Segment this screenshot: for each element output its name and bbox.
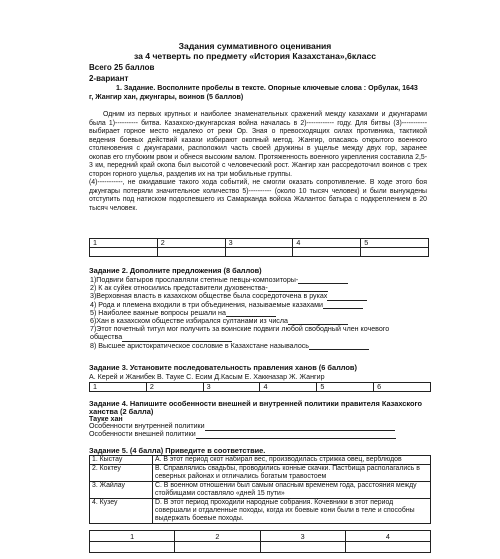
answer-cell-label: 4 <box>345 531 430 542</box>
task1-paragraph: (4)-----------, не ожидавшие такого хода событий, не смогли оказать сопротивление. В ходе этого боя джунгары потеряли значительное количество 5)---------- (около 10 тысяч человек) и были вынуждены отступить под натиском подоспевшего из Самарканда войска Жалантос батыра с подкреплением в 20 тысяч человек. <box>89 179 427 213</box>
season-cell: 1. Кыстау <box>90 456 153 465</box>
answer-cell-label: 1 <box>90 531 175 542</box>
answer-cell[interactable] <box>90 248 158 257</box>
task2-heading: Задание 2. Дополните предложения (8 баллов) <box>89 266 262 275</box>
task3-heading: Задание 3. Установите последовательность правления ханов (6 баллов) <box>89 363 357 372</box>
answer-cell[interactable] <box>293 248 361 257</box>
list-item-text: 2) К ак суйек относились представители духовенства- <box>90 284 268 293</box>
list-item-text: 7)Этот почетный титул мог получить за воинские подвиги любой свободный член кочевого <box>90 325 390 334</box>
total-points: Всего 25 баллов <box>89 63 155 72</box>
answer-blank[interactable] <box>226 309 276 317</box>
answer-cell-label: 2 <box>157 239 225 248</box>
list-item <box>90 301 426 309</box>
answer-cell[interactable] <box>175 542 260 553</box>
answer-cell-label: 4 <box>293 239 361 248</box>
answer-cell-label: 2 <box>175 531 260 542</box>
season-cell: 3. Жайлау <box>90 482 153 499</box>
list-item-text: 4) Рода и племена входили в три объединения, называемые казахами <box>90 300 323 309</box>
task1-paragraph: Одним из первых крупных и наиболее знаменательных сражений между казахами и джунгарами была 1)---------- битва. Казахско-джунгарская война началась в 2)------------ году. Для битвы (3)----------- выбирает горное место недалеко от реки Ор. Зная о превосходящих силах противника, тактикой ведения боевых действий казахи избирают окопный метод. Жангир, опасаясь открытого военного столкновения с джунгарами, расположил часть своей дружины в ущелье между двух гор, заранее окопав его глубоким рвом и обнеся высоким валом. Протяженность военного укрепления составила 2,5-3 км, передний край окопа был высотой с человеческий рост. Жангир хан рассредоточил воинов с трех сторон горного ущелья, разделив их на три мобильные группы. <box>89 111 427 178</box>
answer-blank[interactable] <box>288 317 348 325</box>
description-cell: D. В этот период проходили народные собрания. Кочевники в этот период совершали и отдаленные походы, когда их боевые кони были в теле и способны выдержать боевые походы. <box>153 499 431 524</box>
outer-policy-line <box>89 430 396 439</box>
outer-policy-label: Особенности внешней политики <box>89 430 196 438</box>
list-item <box>90 333 426 341</box>
answer-cell-label: 1 <box>90 239 158 248</box>
variant-label: 2-вариант <box>89 74 129 83</box>
list-item <box>90 317 426 325</box>
answer-cell-label: 3 <box>203 383 260 392</box>
list-item <box>90 342 426 350</box>
description-cell: А. В этот период скот набирал вес, производилась стрижка овец, верблюдов <box>153 456 431 465</box>
page-title: Задания суммативного оценивания <box>178 41 332 51</box>
list-item <box>90 325 426 333</box>
table-row <box>90 482 431 499</box>
page-subtitle: за 4 четверть по предмету «История Казахстана»,6класс <box>133 51 377 61</box>
season-cell: 4. Кузеу <box>90 499 153 524</box>
list-item-text: 8) Высшее аристократическое сословие в Казахстане называлось <box>90 341 310 350</box>
answer-cell[interactable] <box>361 248 429 257</box>
task5-match-table <box>89 455 431 524</box>
list-item-text: 5) Наиболее важные вопросы решали на <box>90 308 226 317</box>
list-item <box>90 292 426 300</box>
answer-cell[interactable] <box>90 542 175 553</box>
list-item-text: 6)Хан в казахском обществе избирался султанами из числа <box>90 317 288 326</box>
answer-cell[interactable] <box>345 542 430 553</box>
answer-cell-label: 3 <box>260 531 345 542</box>
task1-text <box>89 111 427 214</box>
answer-cell-label: 5 <box>317 383 374 392</box>
list-item <box>90 309 426 317</box>
task5-answer-table <box>89 530 431 553</box>
table-row <box>90 456 431 465</box>
task1-heading: 1. Задание. Восполните пробелы в тексте. Опорные ключевые слова : Орбулак, 1643 <box>116 84 418 92</box>
answer-blank[interactable] <box>268 284 328 292</box>
task4-heading-cont: ханства (2 балла) <box>89 407 154 416</box>
answer-blank[interactable] <box>298 276 348 284</box>
table-row <box>90 465 431 482</box>
task3-answer-table <box>89 382 431 392</box>
answer-cell[interactable] <box>157 248 225 257</box>
answer-cell-label: 2 <box>146 383 203 392</box>
task5-heading: Задание 5. (4 балла) Приведите в соответствие. <box>89 446 266 455</box>
description-cell: В. Справлялись свадьбы, проводились конные скачки. Пастбища располагались в северных районах и отличались богатым травостоем <box>153 465 431 482</box>
answer-cell-label: 3 <box>225 239 293 248</box>
answer-blank[interactable] <box>327 293 367 301</box>
task1-answer-table <box>89 238 429 257</box>
list-item-text: 3)Верховная власть в казахском обществе была сосредоточена в руках <box>90 292 328 301</box>
answer-cell-label: 1 <box>90 383 147 392</box>
task3-khan-list: А. Керей и Жанибек В. Тауке С. Есим Д.Касым Е. Хаккназар Ж. Жангир <box>89 373 325 381</box>
task1-heading-cont: г, Жангир хан, джунгары, воинов (5 баллов) <box>89 93 244 101</box>
answer-blank[interactable] <box>323 301 363 309</box>
list-item <box>90 276 426 284</box>
answer-cell-label: 4 <box>260 383 317 392</box>
answer-cell-label: 5 <box>361 239 429 248</box>
answer-cell-label: 6 <box>374 383 431 392</box>
inner-policy-label: Особенности внутренней политики <box>89 422 205 430</box>
task2-list <box>90 276 426 350</box>
season-cell: 2. Коктеу <box>90 465 153 482</box>
answer-cell[interactable] <box>225 248 293 257</box>
answer-blank[interactable] <box>309 342 369 350</box>
description-cell: С. В военном отношении был самым опасным временем года, расстояния между стойбищами составляло «дней 15 пути» <box>153 482 431 499</box>
answer-cell[interactable] <box>260 542 345 553</box>
answer-blank[interactable] <box>196 431 396 439</box>
list-item <box>90 284 426 292</box>
khan-name: Тауке хан <box>89 415 123 423</box>
list-item-text: 1)Подвиги батыров прославляли степные певцы-композиторы- <box>90 276 299 284</box>
task4-heading: Задание 4. Напишите особенности внешней и внутренней политики правителя Казахского <box>89 399 422 408</box>
list-item-text: общества <box>90 333 123 342</box>
answer-blank[interactable] <box>122 334 232 342</box>
table-row <box>90 499 431 524</box>
